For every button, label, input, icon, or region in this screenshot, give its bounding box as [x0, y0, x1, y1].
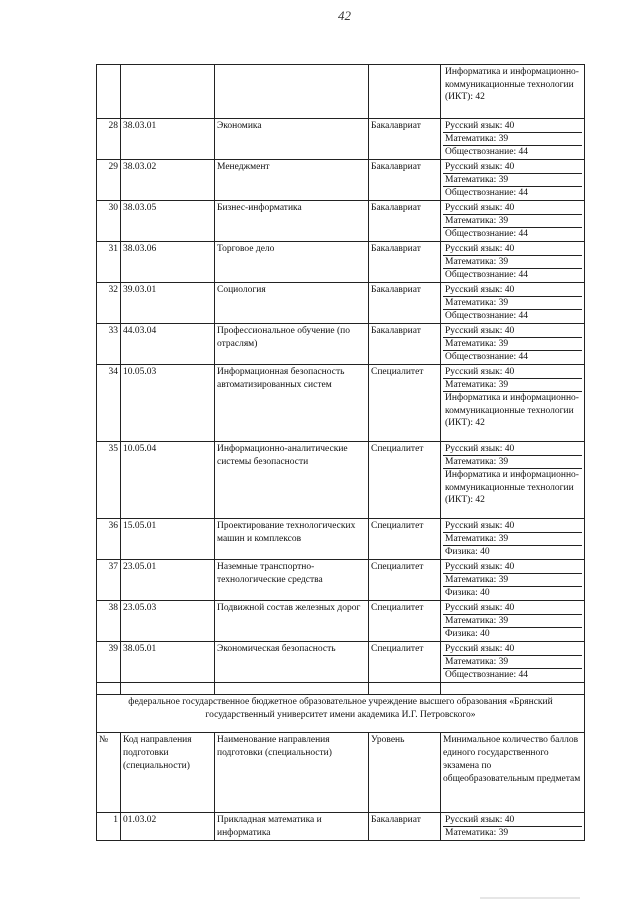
requirement-item: Русский язык: 40 [443, 202, 582, 215]
row-number: 29 [97, 160, 121, 201]
program-name: Бизнес-информатика [215, 201, 369, 242]
requirement-item: Русский язык: 40 [443, 643, 582, 656]
education-level: Специалитет [369, 560, 441, 601]
education-level: Бакалавриат [369, 242, 441, 283]
requirement-item: Русский язык: 40 [443, 366, 582, 379]
header-row [97, 733, 585, 813]
requirement-item: Математика: 39 [443, 174, 582, 187]
program-name: Прикладная математика и информатика [215, 813, 369, 841]
spacer-row [97, 683, 585, 695]
organization-title: федеральное государственное бюджетное образовательное учреждение высшего образования «Брянский государственный университет имени академика И.Г. Петровского» [97, 695, 585, 733]
program-code: 38.03.02 [121, 160, 215, 201]
requirement-item: Русский язык: 40 [443, 120, 582, 133]
requirement-item: Обществознание: 44 [445, 188, 528, 198]
requirement-item: Информатика и информационно-коммуникационные технологии (ИКТ): 42 [445, 393, 579, 428]
program-code: 44.03.04 [121, 324, 215, 365]
program-code: 38.03.05 [121, 201, 215, 242]
requirement-item: Обществознание: 44 [445, 229, 528, 239]
requirement-item: Математика: 39 [443, 338, 582, 351]
header-num: № [97, 733, 121, 813]
education-level: Специалитет [369, 442, 441, 519]
row-number: 36 [97, 519, 121, 560]
program-name: Наземные транспортно-технологические средства [215, 560, 369, 601]
row-number: 1 [97, 813, 121, 841]
education-level: Специалитет [369, 642, 441, 683]
program-code: 01.03.02 [121, 813, 215, 841]
row-number: 32 [97, 283, 121, 324]
program-name: Информационная безопасность автоматизированных систем [215, 365, 369, 442]
program-code: 38.03.06 [121, 242, 215, 283]
requirement-item: Русский язык: 40 [443, 443, 582, 456]
requirement-item: Русский язык: 40 [443, 161, 582, 174]
row-number: 28 [97, 119, 121, 160]
requirements-cell [441, 601, 585, 642]
program-name: Профессиональное обучение (по отраслям) [215, 324, 369, 365]
row-number: 35 [97, 442, 121, 519]
program-name: Экономическая безопасность [215, 642, 369, 683]
table-row [97, 324, 585, 365]
header-code: Код направления подготовки (специальности) [121, 733, 215, 813]
requirements-cell [441, 519, 585, 560]
table-row [97, 519, 585, 560]
program-name: Социология [215, 283, 369, 324]
program-name: Информационно-аналитические системы безопасности [215, 442, 369, 519]
program-code: 10.05.03 [121, 365, 215, 442]
requirement-item: Обществознание: 44 [445, 311, 528, 321]
requirements-cell [441, 324, 585, 365]
row-number: 33 [97, 324, 121, 365]
table-row [97, 813, 585, 841]
requirement-item: Обществознание: 44 [445, 352, 528, 362]
program-code: 23.05.01 [121, 560, 215, 601]
program-name: Торговое дело [215, 242, 369, 283]
header-min-score: Минимальное количество баллов единого государственного экзамена по общеобразовательным предметам [441, 733, 585, 813]
organization-row [97, 695, 585, 733]
table-row [97, 283, 585, 324]
requirements-cell [441, 813, 585, 841]
requirement-item: Русский язык: 40 [443, 561, 582, 574]
education-level: Специалитет [369, 601, 441, 642]
requirements-cell [441, 119, 585, 160]
requirement-item: Математика: 39 [443, 533, 582, 546]
admission-table [96, 64, 585, 841]
requirement-item: Русский язык: 40 [443, 284, 582, 297]
program-name: Проектирование технологических машин и комплексов [215, 519, 369, 560]
program-name: Экономика [215, 119, 369, 160]
requirement-item: Математика: 39 [443, 615, 582, 628]
page-number: 42 [338, 8, 351, 23]
row-number: 39 [97, 642, 121, 683]
table-row [97, 119, 585, 160]
table-row [97, 160, 585, 201]
requirement-item: Физика: 40 [445, 629, 490, 639]
education-level: Бакалавриат [369, 813, 441, 841]
program-code: 23.05.03 [121, 601, 215, 642]
education-level: Бакалавриат [369, 201, 441, 242]
education-level: Бакалавриат [369, 283, 441, 324]
requirements-cell [441, 560, 585, 601]
requirement-item: Математика: 39 [443, 456, 582, 469]
program-code: 15.05.01 [121, 519, 215, 560]
program-code: 10.05.04 [121, 442, 215, 519]
table-row [97, 242, 585, 283]
requirement-item: Русский язык: 40 [443, 243, 582, 256]
table-row [97, 201, 585, 242]
requirement-item: Математика: 39 [443, 656, 582, 669]
row-number: 38 [97, 601, 121, 642]
program-name: Менеджмент [215, 160, 369, 201]
table-row [97, 642, 585, 683]
requirement-item: Обществознание: 44 [445, 147, 528, 157]
requirement-item: Математика: 39 [443, 256, 582, 269]
requirements-cell [441, 283, 585, 324]
requirement-item: Русский язык: 40 [443, 602, 582, 615]
program-code: 38.03.01 [121, 119, 215, 160]
program-name: Подвижной состав железных дорог [215, 601, 369, 642]
table-row [97, 365, 585, 442]
program-code: 39.03.01 [121, 283, 215, 324]
requirements-cell [441, 160, 585, 201]
requirement-item: Обществознание: 44 [445, 270, 528, 280]
requirements-cell [441, 201, 585, 242]
requirement-item: Русский язык: 40 [443, 814, 582, 827]
requirement-item: Математика: 39 [443, 574, 582, 587]
requirement-item: Физика: 40 [445, 588, 490, 598]
education-level: Специалитет [369, 365, 441, 442]
table-row [97, 560, 585, 601]
requirement-item: Информатика и информационно-коммуникационные технологии (ИКТ): 42 [445, 470, 579, 505]
requirement-item: Математика: 39 [443, 297, 582, 310]
requirement-item: Математика: 39 [443, 215, 582, 228]
requirements-cell [441, 365, 585, 442]
education-level: Бакалавриат [369, 119, 441, 160]
table-row [97, 601, 585, 642]
requirement-item: Обществознание: 44 [445, 670, 528, 680]
requirement-item: Физика: 40 [445, 547, 490, 557]
row-number: 34 [97, 365, 121, 442]
requirement-item: Русский язык: 40 [443, 520, 582, 533]
education-level: Бакалавриат [369, 324, 441, 365]
row-number: 30 [97, 201, 121, 242]
scan-artifact [480, 897, 580, 899]
requirement-item: Математика: 39 [443, 133, 582, 146]
education-level: Специалитет [369, 519, 441, 560]
education-level: Бакалавриат [369, 160, 441, 201]
row-number: 37 [97, 560, 121, 601]
requirement-item: Математика: 39 [443, 379, 582, 392]
requirements-cell [441, 442, 585, 519]
requirement-item: Математика: 39 [445, 828, 509, 838]
requirement-item: Русский язык: 40 [443, 325, 582, 338]
requirement-item: Информатика и информационно-коммуникационные технологии (ИКТ): 42 [445, 67, 579, 102]
table-row [97, 442, 585, 519]
table-row [97, 65, 585, 119]
requirements-cell [441, 242, 585, 283]
program-code: 38.05.01 [121, 642, 215, 683]
header-name: Наименование направления подготовки (специальности) [215, 733, 369, 813]
requirements-cell [441, 642, 585, 683]
row-number: 31 [97, 242, 121, 283]
header-level: Уровень [369, 733, 441, 813]
